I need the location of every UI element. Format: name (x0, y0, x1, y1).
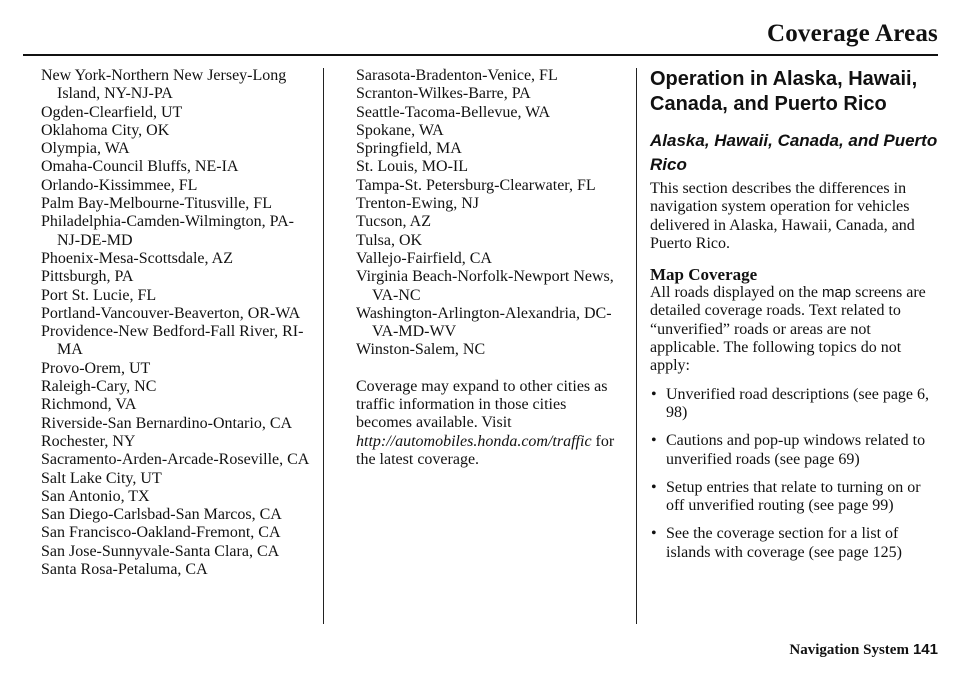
column-divider-2 (636, 68, 637, 624)
city-list-item: New York-Northern New Jersey-Long Island, NY-NJ-PA (41, 67, 287, 103)
city-list-item: Trenton-Ewing, NJ (356, 195, 479, 213)
section-intro: This section describes the differences in navigation system operation for vehicles delivered in Alaska, Hawaii, Canada, and Puerto Rico. (650, 180, 915, 252)
city-list-item: Provo-Orem, UT (41, 359, 151, 377)
page-footer (789, 641, 938, 659)
city-list-item: Orlando-Kissimmee, FL (41, 176, 198, 194)
city-list-item: San Diego-Carlsbad-San Marcos, CA (41, 506, 282, 524)
city-list-item: Omaha-Council Bluffs, NE-IA (41, 158, 239, 176)
page-number: 141 (912, 641, 938, 658)
column-2 (356, 67, 622, 469)
city-list-item: Washington-Arlington-Alexandria, DC-VA-MD-WV (356, 304, 612, 341)
city-list-item: Providence-New Bedford-Fall River, RI-MA (41, 323, 304, 359)
city-list-item: Salt Lake City, UT (41, 469, 162, 487)
page-header-title: Coverage Areas (766, 20, 938, 47)
column-3 (650, 67, 942, 562)
map-screen-word: map (821, 284, 852, 302)
city-list-item: Tucson, AZ (356, 213, 431, 231)
city-list-item: Santa Rosa-Petaluma, CA (41, 561, 208, 579)
map-coverage-heading: Map Coverage (650, 265, 758, 285)
city-list-item: Riverside-San Bernardino-Ontario, CA (41, 414, 293, 432)
coverage-note: Coverage may expand to other cities as traffic information in those cities becomes available. Visit http://automobiles.honda.com/traffic for the latest coverage. (356, 377, 615, 468)
column-1 (41, 67, 316, 579)
city-list-item: Palm Bay-Melbourne-Titusville, FL (41, 195, 272, 213)
city-list-item: Tampa-St. Petersburg-Clearwater, FL (356, 176, 596, 194)
city-list-item: San Antonio, TX (41, 487, 150, 505)
city-list-item: Spokane, WA (356, 121, 444, 139)
city-list-item: Sarasota-Bradenton-Venice, FL (356, 67, 558, 84)
column-divider-1 (323, 68, 324, 624)
bullet-item: • Setup entries that relate to turning on or off unverified routing (see page 99) (650, 479, 942, 516)
footer-label: Navigation System (789, 642, 909, 658)
city-list-item: Vallejo-Fairfield, CA (356, 249, 492, 267)
city-list-item: Phoenix-Mesa-Scottsdale, AZ (41, 249, 233, 267)
header-rule (23, 54, 938, 56)
bullet-list (650, 386, 942, 562)
city-list-item: Winston-Salem, NC (356, 341, 486, 359)
city-list-item: Olympia, WA (41, 140, 130, 158)
city-list-1 (41, 67, 316, 579)
section-heading: Operation in Alaska, Hawaii, Canada, and Puerto Rico (650, 68, 918, 115)
city-list-item: Scranton-Wilkes-Barre, PA (356, 85, 531, 103)
city-list-item: Port St. Lucie, FL (41, 286, 157, 304)
city-list-item: Tulsa, OK (356, 231, 423, 249)
city-list-2 (356, 67, 622, 360)
city-list-item: Ogden-Clearfield, UT (41, 103, 183, 121)
city-list-item: St. Louis, MO-IL (356, 158, 468, 176)
traffic-url[interactable]: http://automobiles.honda.com/traffic (356, 432, 592, 450)
city-list-item: Rochester, NY (41, 432, 136, 450)
city-list-item: Sacramento-Arden-Arcade-Roseville, CA (41, 451, 310, 469)
bullet-item: • See the coverage section for a list of islands with coverage (see page 125) (650, 525, 942, 562)
city-list-item: San Jose-Sunnyvale-Santa Clara, CA (41, 542, 280, 560)
city-list-item: Seattle-Tacoma-Bellevue, WA (356, 103, 551, 121)
city-list-item: Springfield, MA (356, 140, 462, 158)
city-list-item: Raleigh-Cary, NC (41, 378, 157, 396)
section-subheading: Alaska, Hawaii, Canada, and Puerto Rico (650, 131, 938, 174)
city-list-item: Virginia Beach-Norfolk-Newport News, VA-NC (356, 268, 614, 304)
city-list-item: Oklahoma City, OK (41, 121, 170, 139)
bullet-item: • Cautions and pop-up windows related to unverified roads (see page 69) (650, 432, 942, 469)
city-list-item: San Francisco-Oakland-Fremont, CA (41, 524, 281, 542)
city-list-item: Philadelphia-Camden-Wilmington, PA-NJ-DE-MD (41, 213, 294, 249)
map-coverage-text: All roads displayed on the map screens are detailed coverage roads. Text related to “unverified” roads or areas are not applicable. The following topics do not apply: (650, 284, 926, 375)
city-list-item: Richmond, VA (41, 396, 137, 414)
city-list-item: Portland-Vancouver-Beaverton, OR-WA (41, 304, 301, 322)
bullet-item: • Unverified road descriptions (see page 6, 98) (650, 386, 942, 423)
city-list-item: Pittsburgh, PA (41, 268, 134, 286)
